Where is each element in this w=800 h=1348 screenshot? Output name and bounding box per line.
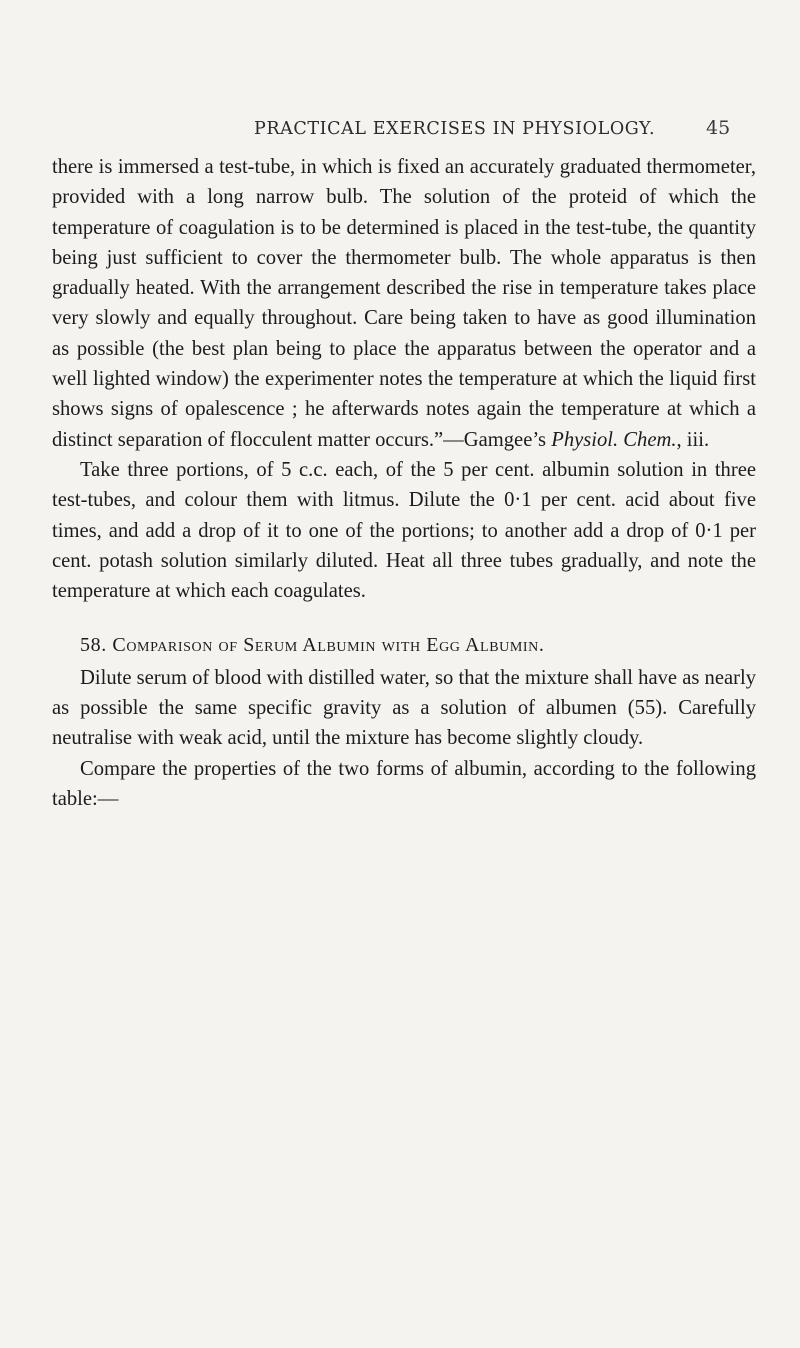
paragraph-text: there is immersed a test-tube, in which is fixed an accurately graduated thermometer, provided with a long narrow bulb. The solution of the proteid of which the temperature of coagulation is to be determined is placed in the test-tube, the quantity being just sufficient to cover the thermometer bulb. The whole apparatus is then gradually heated. With the arrangement described the rise in temperature takes place very slowly and equally throughout. Care being taken to have as good illumination as possible (the best plan being to place the apparatus between the operator and a well lighted window) the experimenter notes the temperature at which the liquid first shows signs of opalescence ; he afterwards notes again the temperature at which a distinct separation of flocculent matter occurs.”—Gamgee’s: [52, 156, 756, 451]
paragraph-procedure: Take three portions, of 5 c.c. each, of the 5 per cent. albumin solution in three test-tubes, and colour them with litmus. Dilute the 0·1 per cent. acid about five times, and add a drop of it to one of the portions; to another add a drop of 0·1 per cent. potash solution similarly diluted. Heat all three tubes gradually, and note the temperature at which each coagulates.: [52, 458, 756, 603]
paragraph-compare: Compare the properties of the two forms of albumin, according to the following table:—: [52, 757, 756, 810]
citation-end: , iii.: [676, 428, 710, 451]
citation-title: Physiol. Chem.: [551, 428, 677, 451]
paragraph-continuation: [52, 152, 756, 455]
running-head: PRACTICAL EXERCISES IN PHYSIOLOGY.: [254, 119, 656, 139]
section-heading: 58. Comparison of Serum Albumin with Egg Albumin.: [80, 634, 545, 657]
page-number: 45: [706, 117, 731, 139]
body-text: [52, 152, 756, 814]
paragraph-dilute: Dilute serum of blood with distilled water, so that the mixture shall have as nearly as possible the same specific gravity as a solution of albumen (55). Carefully neutralise with weak acid, until the mixture has become slightly cloudy.: [52, 666, 756, 750]
